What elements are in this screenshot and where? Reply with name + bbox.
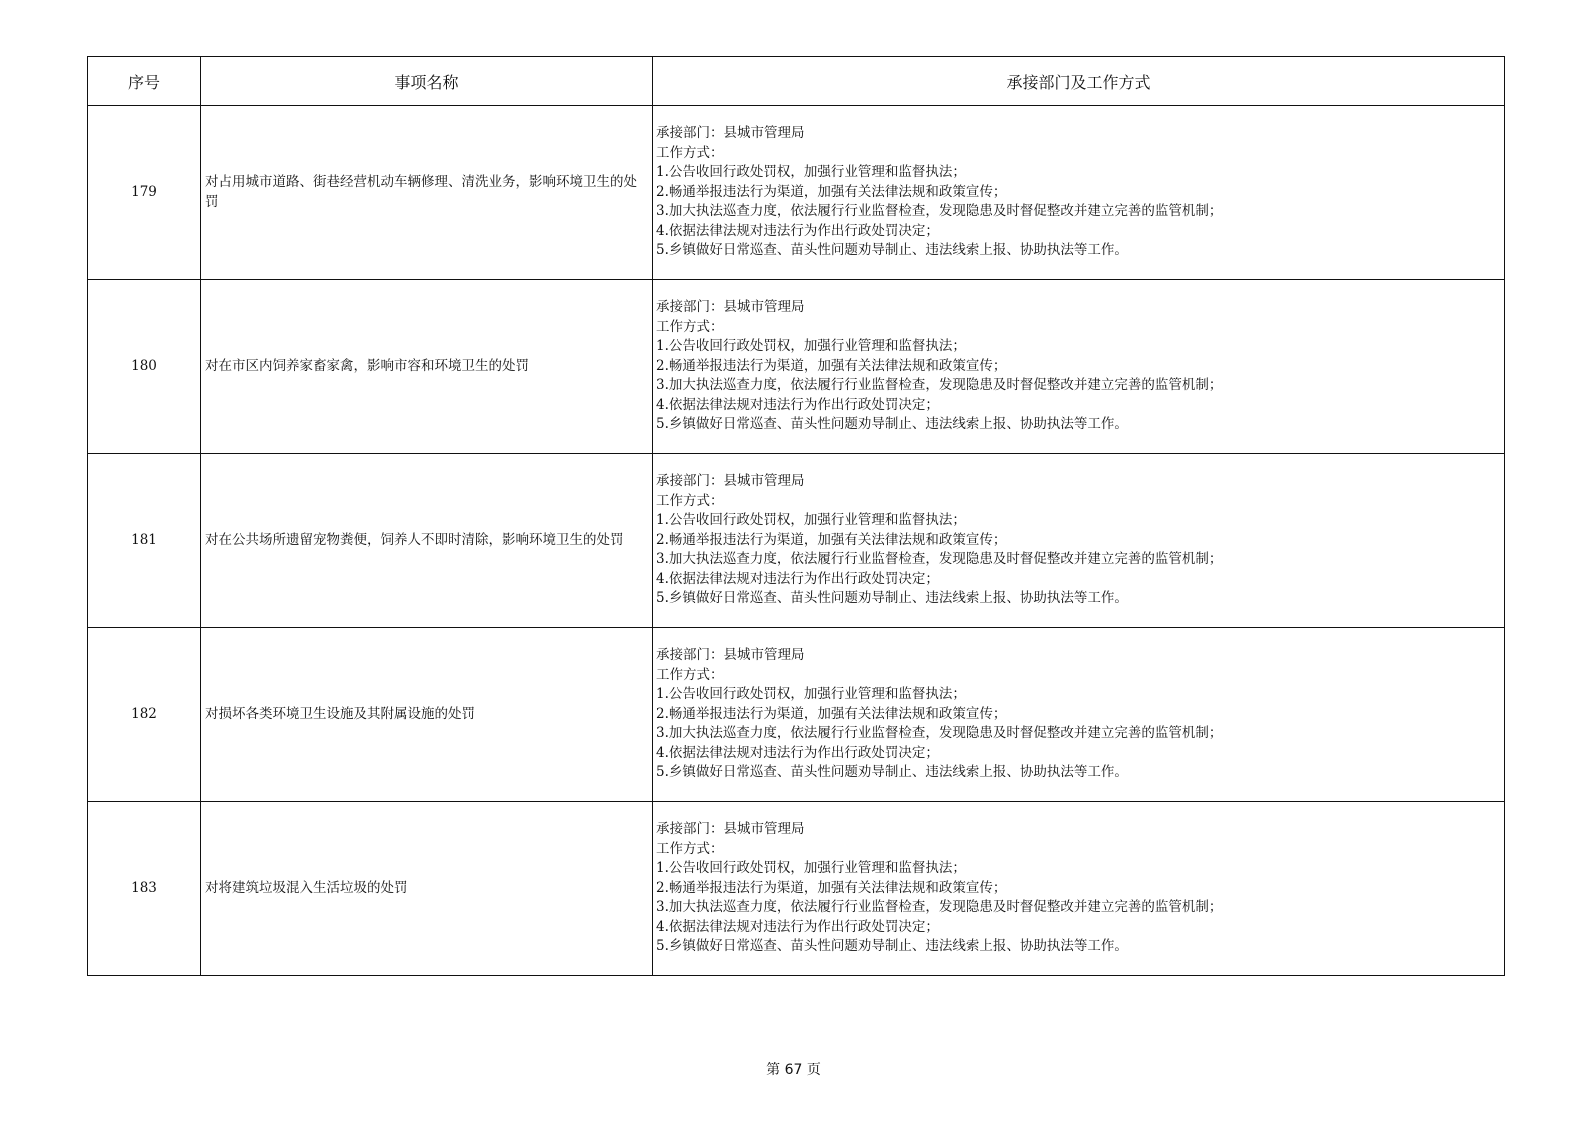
detail-method-label: 工作方式： — [656, 144, 724, 161]
detail-item-4: 4.依据法律法规对违法行为作出行政处罚决定； — [656, 222, 939, 239]
detail-item-3: 3.加大执法巡查力度，依法履行行业监督检查，发现隐患及时督促整改并建立完善的监管机制； — [656, 551, 1223, 568]
detail-item-4: 4.依据法律法规对违法行为作出行政处罚决定； — [656, 570, 939, 587]
detail-dept-line: 承接部门：县城市管理局 — [656, 473, 805, 490]
table-row — [88, 280, 1505, 454]
detail-item-1: 1.公告收回行政处罚权，加强行业管理和监督执法； — [656, 512, 966, 529]
detail-item-3: 3.加大执法巡查力度，依法履行行业监督检查，发现隐患及时督促整改并建立完善的监管机制； — [656, 377, 1223, 394]
row-seq: 183 — [88, 802, 201, 976]
matters-table — [87, 56, 1505, 976]
detail-item-1: 1.公告收回行政处罚权，加强行业管理和监督执法； — [656, 860, 966, 877]
table-row — [88, 454, 1505, 628]
detail-item-1: 1.公告收回行政处罚权，加强行业管理和监督执法； — [656, 164, 966, 181]
detail-item-1: 1.公告收回行政处罚权，加强行业管理和监督执法； — [656, 338, 966, 355]
detail-item-2: 2.畅通举报违法行为渠道，加强有关法律法规和政策宣传； — [656, 531, 1007, 548]
detail-item-4: 4.依据法律法规对违法行为作出行政处罚决定； — [656, 396, 939, 413]
table-row — [88, 106, 1505, 280]
row-seq: 179 — [88, 106, 201, 280]
detail-item-5: 5.乡镇做好日常巡查、苗头性问题劝导制止、违法线索上报、协助执法等工作。 — [656, 590, 1128, 607]
detail-item-2: 2.畅通举报违法行为渠道，加强有关法律法规和政策宣传； — [656, 879, 1007, 896]
detail-item-5: 5.乡镇做好日常巡查、苗头性问题劝导制止、违法线索上报、协助执法等工作。 — [656, 242, 1128, 259]
row-dept-method — [653, 454, 1505, 628]
detail-method-label: 工作方式： — [656, 840, 724, 857]
detail-item-5: 5.乡镇做好日常巡查、苗头性问题劝导制止、违法线索上报、协助执法等工作。 — [656, 764, 1128, 781]
row-dept-method — [653, 802, 1505, 976]
row-dept-method — [653, 106, 1505, 280]
row-seq: 180 — [88, 280, 201, 454]
row-matter-name: 对在市区内饲养家畜家禽，影响市容和环境卫生的处罚 — [201, 280, 653, 454]
detail-method-label: 工作方式： — [656, 492, 724, 509]
detail-item-5: 5.乡镇做好日常巡查、苗头性问题劝导制止、违法线索上报、协助执法等工作。 — [656, 416, 1128, 433]
detail-dept-line: 承接部门：县城市管理局 — [656, 299, 805, 316]
table-body — [88, 106, 1505, 976]
detail-item-2: 2.畅通举报违法行为渠道，加强有关法律法规和政策宣传； — [656, 705, 1007, 722]
row-matter-name: 对在公共场所遗留宠物粪便，饲养人不即时清除，影响环境卫生的处罚 — [201, 454, 653, 628]
detail-method-label: 工作方式： — [656, 318, 724, 335]
detail-item-4: 4.依据法律法规对违法行为作出行政处罚决定； — [656, 744, 939, 761]
detail-dept-line: 承接部门：县城市管理局 — [656, 821, 805, 838]
detail-item-5: 5.乡镇做好日常巡查、苗头性问题劝导制止、违法线索上报、协助执法等工作。 — [656, 938, 1128, 955]
table-header — [88, 57, 1505, 106]
row-dept-method — [653, 628, 1505, 802]
header-row — [88, 57, 1505, 106]
detail-item-3: 3.加大执法巡查力度，依法履行行业监督检查，发现隐患及时督促整改并建立完善的监管机制； — [656, 899, 1223, 916]
table-row — [88, 628, 1505, 802]
detail-item-3: 3.加大执法巡查力度，依法履行行业监督检查，发现隐患及时督促整改并建立完善的监管机制； — [656, 725, 1223, 742]
row-matter-name: 对损坏各类环境卫生设施及其附属设施的处罚 — [201, 628, 653, 802]
header-dept-method: 承接部门及工作方式 — [653, 57, 1505, 106]
header-matter-name: 事项名称 — [201, 57, 653, 106]
table-row — [88, 802, 1505, 976]
page-number: 第 67 页 — [766, 1062, 821, 1078]
detail-dept-line: 承接部门：县城市管理局 — [656, 125, 805, 142]
row-seq: 181 — [88, 454, 201, 628]
detail-item-2: 2.畅通举报违法行为渠道，加强有关法律法规和政策宣传； — [656, 357, 1007, 374]
row-matter-name: 对占用城市道路、街巷经营机动车辆修理、清洗业务，影响环境卫生的处罚 — [201, 106, 653, 280]
detail-dept-line: 承接部门：县城市管理局 — [656, 647, 805, 664]
detail-item-1: 1.公告收回行政处罚权，加强行业管理和监督执法； — [656, 686, 966, 703]
detail-item-4: 4.依据法律法规对违法行为作出行政处罚决定； — [656, 918, 939, 935]
header-seq: 序号 — [88, 57, 201, 106]
detail-item-3: 3.加大执法巡查力度，依法履行行业监督检查，发现隐患及时督促整改并建立完善的监管机制； — [656, 203, 1223, 220]
detail-method-label: 工作方式： — [656, 666, 724, 683]
detail-item-2: 2.畅通举报违法行为渠道，加强有关法律法规和政策宣传； — [656, 183, 1007, 200]
row-matter-name: 对将建筑垃圾混入生活垃圾的处罚 — [201, 802, 653, 976]
row-seq: 182 — [88, 628, 201, 802]
row-dept-method — [653, 280, 1505, 454]
